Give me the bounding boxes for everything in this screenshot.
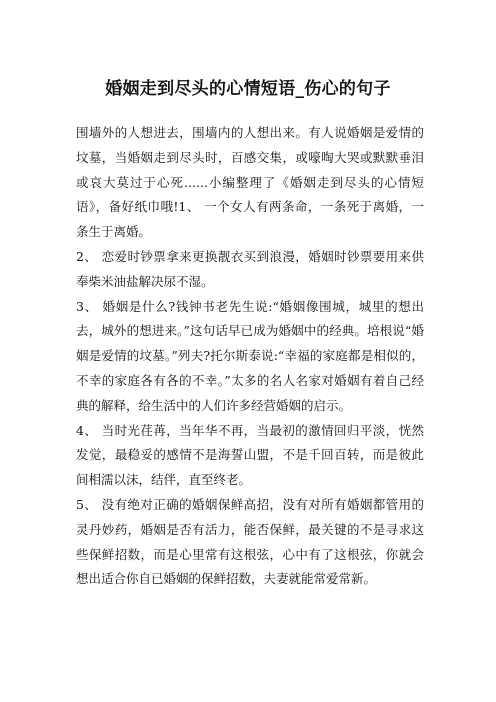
document-body: [76, 121, 424, 592]
paragraph-2: 2、 恋爱时钞票拿来更换靓衣买到浪漫，婚姻时钞票要用来供奉柴米油盐解决尿不湿。: [76, 248, 424, 289]
paragraph-intro: 围墙外的人想进去，围墙内的人想出来。有人说婚姻是爱情的坟墓，当婚姻走到尽头时，百感交集，或嚎啕大哭或默默垂泪或哀大莫过于心死......小编整理了《婚姻走到尽头的心情短语》，备好纸巾哦!1、 一个女人有两条命，一条死于离婚，一条生于离婚。: [76, 125, 424, 240]
document-title: 婚姻走到尽头的心情短语_伤心的句子: [105, 79, 391, 99]
paragraph-5: 5、 没有绝对正确的婚姻保鲜高招，没有对所有婚姻都管用的灵丹妙药，婚姻是否有活力，能否保鲜，最关键的不是寻求这些保鲜招数，而是心里常有这根弦，心中有了这根弦，你就会想出适合你自已婚姻的保鲜招数，夫妻就能常爱常新。: [76, 496, 424, 587]
paragraph-3: 3、 婚姻是什么?钱钟书老先生说:“婚姻像围城，城里的想出去，城外的想进来。”这句话早已成为婚姻中的经典。培根说“婚姻是爱情的坟墓。”列夫?托尔斯泰说:“幸福的家庭都是相似的，不幸的家庭各有各的不幸。”太多的名人名家对婚姻有着自己经典的解释，给生活中的人们许多经营婚姻的启示。: [76, 298, 424, 413]
paragraph-4: 4、 当时光荏苒，当年华不再，当最初的激情回归平淡，恍然发觉，最稳妥的感情不是海誓山盟，不是千回百转，而是彼此间相濡以沫，结伴，直至终老。: [76, 422, 424, 488]
